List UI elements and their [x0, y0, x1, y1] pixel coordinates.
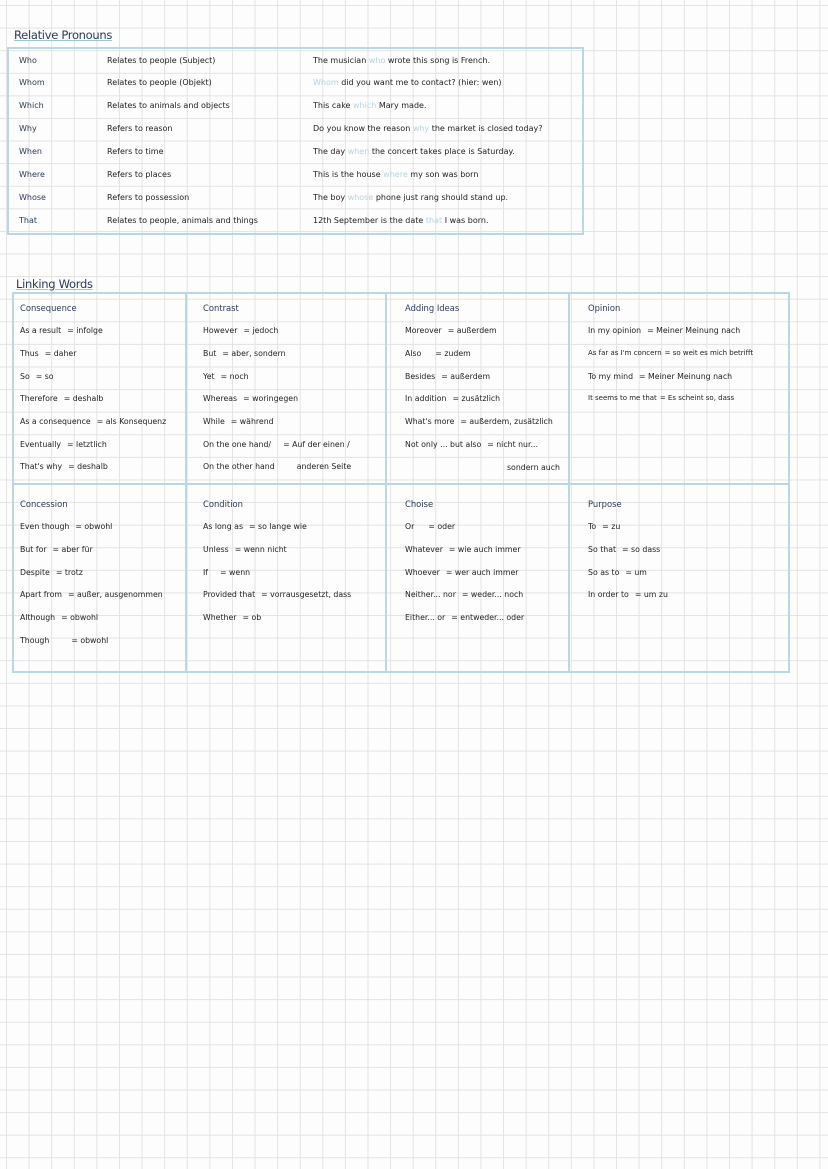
- table-row: [9, 118, 582, 140]
- list-item: Apart from = außer, ausgenommen: [20, 590, 163, 599]
- relative-pronouns-table: [7, 47, 584, 235]
- list-item: Yet = noch: [203, 372, 249, 381]
- linking-words-title: Linking Words: [16, 277, 93, 291]
- list-item: Whoever = wer auch immer: [405, 568, 519, 577]
- list-item: Besides = außerdem: [405, 372, 491, 381]
- pronoun-description: Relates to people (Objekt): [107, 78, 212, 87]
- pronoun-description: Refers to time: [107, 147, 164, 156]
- list-item: Or = oder: [405, 522, 456, 531]
- category-heading: Concession: [20, 499, 68, 509]
- list-item: Neither... nor = weder... noch: [405, 590, 524, 599]
- list-item: But = aber, sondern: [203, 349, 286, 358]
- list-item: On the other hand anderen Seite: [203, 462, 352, 471]
- list-item: Either... or = entweder... oder: [405, 613, 525, 622]
- list-item: That's why = deshalb: [20, 462, 108, 471]
- list-item: As a consequence = als Konsequenz: [20, 417, 167, 426]
- table-row: [9, 72, 582, 94]
- list-item: So as to = um: [588, 568, 647, 577]
- list-item: Even though = obwohl: [20, 522, 113, 531]
- list-item: In my opinion = Meiner Meinung nach: [588, 326, 741, 335]
- pronoun-word: Whose: [19, 193, 46, 202]
- pronoun-word: Why: [19, 124, 37, 133]
- cell-choice: [401, 485, 566, 671]
- pronoun-example: This is the house where my son was born: [313, 170, 479, 179]
- list-item: Also = zudem: [405, 349, 471, 358]
- pronoun-example: The day when the concert takes place is Saturday.: [313, 147, 515, 156]
- pronoun-example: 12th September is the date that I was born.: [313, 216, 489, 225]
- list-item: In addition = zusätzlich: [405, 394, 501, 403]
- pronoun-description: Relates to people (Subject): [107, 56, 216, 65]
- cell-purpose: [584, 485, 788, 671]
- pronoun-word: Whom: [19, 78, 45, 87]
- category-heading: Contrast: [203, 303, 239, 313]
- pronoun-description: Refers to places: [107, 170, 172, 179]
- list-item: Eventually = letztlich: [20, 440, 107, 449]
- cell-adding-ideas: [401, 294, 566, 482]
- category-heading: Consequence: [20, 303, 77, 313]
- list-item: As long as = so lange wie: [203, 522, 307, 531]
- pronoun-word: Which: [19, 101, 44, 110]
- pronoun-description: Relates to people, animals and things: [107, 216, 258, 225]
- list-item: As far as I'm concern = so weit es mich betrifft: [588, 349, 754, 357]
- category-heading: Adding Ideas: [405, 303, 460, 313]
- list-item: Unless = wenn nicht: [203, 545, 287, 554]
- table-row: [9, 50, 582, 72]
- list-item: So = so: [20, 372, 54, 381]
- cell-condition: [199, 485, 383, 671]
- table-row: [9, 95, 582, 117]
- cell-contrast: [199, 294, 383, 482]
- pronoun-word: That: [19, 216, 37, 225]
- list-item: Provided that = vorrausgesetzt, dass: [203, 590, 352, 599]
- pronoun-description: Refers to possession: [107, 193, 190, 202]
- category-heading: Condition: [203, 499, 243, 509]
- table-row: [9, 187, 582, 209]
- pronoun-example: This cake which Mary made.: [313, 101, 427, 110]
- list-item: Despite = trotz: [20, 568, 83, 577]
- pronoun-word: When: [19, 147, 42, 156]
- list-item-continuation: sondern auch: [507, 463, 560, 472]
- list-item: It seems to me that = Es scheint so, dass: [588, 394, 735, 402]
- list-item: Thus = daher: [20, 349, 77, 358]
- list-item: Whereas = woringegen: [203, 394, 299, 403]
- table-row: [9, 141, 582, 163]
- list-item: So that = so dass: [588, 545, 661, 554]
- list-item: What's more = außerdem, zusätzlich: [405, 417, 553, 426]
- pronoun-description: Relates to animals and objects: [107, 101, 230, 110]
- list-item: Whatever = wie auch immer: [405, 545, 521, 554]
- table-row: [9, 164, 582, 186]
- list-item: Therefore = deshalb: [20, 394, 104, 403]
- pronoun-example: Whom did you want me to contact? (hier: wen): [313, 78, 502, 87]
- list-item: Though = obwohl: [20, 636, 109, 645]
- pronoun-word: Where: [19, 170, 45, 179]
- category-heading: Opinion: [588, 303, 621, 313]
- category-heading: Purpose: [588, 499, 622, 509]
- category-heading: Choise: [405, 499, 434, 509]
- relative-pronouns-title: Relative Pronouns: [14, 28, 113, 42]
- list-item: On the one hand/ = Auf der einen /: [203, 440, 350, 449]
- list-item: As a result = infolge: [20, 326, 103, 335]
- list-item: Although = obwohl: [20, 613, 99, 622]
- pronoun-description: Refers to reason: [107, 124, 173, 133]
- list-item: Not only ... but also = nicht nur...: [405, 440, 538, 449]
- list-item: Whether = ob: [203, 613, 262, 622]
- list-item: While = während: [203, 417, 274, 426]
- cell-opinion: [584, 294, 788, 482]
- list-item: However = jedoch: [203, 326, 279, 335]
- pronoun-example: The boy whose phone just rang should stand up.: [313, 193, 509, 202]
- list-item: In order to = um zu: [588, 590, 668, 599]
- pronoun-example: Do you know the reason why the market is closed today?: [313, 124, 543, 133]
- cell-consequence: [16, 294, 184, 482]
- list-item: But for = aber für: [20, 545, 93, 554]
- list-item: Moreover = außerdem: [405, 326, 497, 335]
- linking-words-table: [12, 292, 790, 673]
- table-row: [9, 210, 582, 232]
- cell-concession: [16, 485, 184, 671]
- list-item: To my mind = Meiner Meinung nach: [588, 372, 733, 381]
- list-item: To = zu: [588, 522, 621, 531]
- list-item: If = wenn: [203, 568, 251, 577]
- pronoun-example: The musician who wrote this song is French.: [313, 56, 491, 65]
- pronoun-word: Who: [19, 56, 37, 65]
